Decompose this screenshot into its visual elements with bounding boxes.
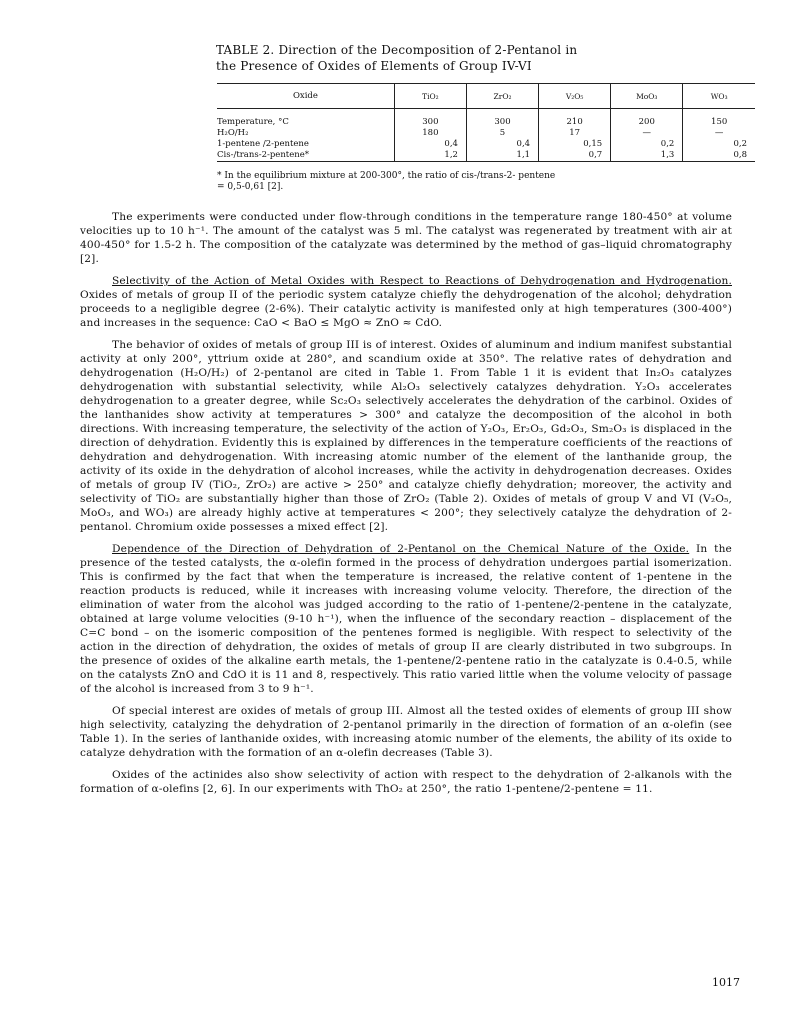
table-cell: 300 xyxy=(394,109,466,129)
table-cell: 200 xyxy=(611,109,683,129)
table-cell: 300 xyxy=(466,109,538,129)
table-cell: 180 xyxy=(394,128,466,139)
table-row xyxy=(217,139,755,150)
row-label: Temperature, °C xyxy=(217,117,289,127)
paragraph-group-iii: The behavior of oxides of metals of group III is of interest. Oxides of aluminum and indium manifest substantial activity at only 200°, yttrium oxide at 280°, and scandium oxide at 350°. The relative rates of dehydration and dehydrogenation (H₂O/H₂) of 2-pentanol are cited in Table 1. From Table 1 it is evident that In₂O₃ catalyzes dehydrogenation with substantial selectivity, while Al₂O₃ selectively catalyzes dehydration. Y₂O₃ accelerates dehydrogenation to a greater degree, while Sc₂O₃ selectively accelerates the dehydration of the carbinol. Oxides of the lanthanides show activity at temperatures > 300° and catalyze the decomposition of the alcohol in both directions. With increasing temperature, the selectivity of the action of Y₂O₃, Er₂O₃, Gd₂O₃, Sm₂O₃ is displaced in the direction of dehydration. Evidently this is explained by differences in the temperature coefficients of the reactions of dehydration and dehydrogenation. With increasing atomic number of the element of the lanthanide group, the activity of its oxide in the dehydration of alcohol increases, while the activity in dehydrogenation decreases. Oxides of metals of group IV (TiO₂, ZrO₂) are active > 250° and catalyze chiefly dehydration; moreover, the activity and selectivity of TiO₂ are substantially higher than those of ZrO₂ (Table 2). Oxides of metals of group V and VI (V₂O₅, MoO₃, and WO₃) are already highly active at temperatures < 200°; they selectively catalyze the dehydration of 2-pentanol. Chromium oxide possesses a mixed effect [2]. xyxy=(80,339,732,533)
table-cell: 0,8 xyxy=(683,150,755,162)
table-bottom-rule xyxy=(217,162,755,166)
row-label: Cis-/trans-2-pentene* xyxy=(217,150,310,160)
section-heading-dependence: Dependence of the Direction of Dehydration of 2-Pentanol on the Chemical Nature of the Oxide. xyxy=(112,543,690,555)
table-footnote-line-1: * In the equilibrium mixture at 200-300°, the ratio of cis-/trans-2- pentene xyxy=(217,171,556,181)
section-heading-selectivity: Selectivity of the Action of Metal Oxides with Respect to Reactions of Dehydrogenation and Hydrogenation. xyxy=(112,275,732,287)
table-header-row xyxy=(217,84,755,109)
body-text xyxy=(80,210,732,804)
table-cell: 210 xyxy=(539,109,611,129)
header-cell: ZrO₂ xyxy=(466,84,538,109)
table-cell: 5 xyxy=(466,128,538,139)
paragraph-actinides: Oxides of the actinides also show selectivity of action with respect to the dehydration of 2-alkanols with the formation of α-olefins [2, 6]. In our experiments with ThO₂ at 250°, the ratio 1-pentene/2-pentene = 11. xyxy=(80,769,732,795)
table-row xyxy=(217,150,755,162)
table-cell: 1,1 xyxy=(466,150,538,162)
paragraph-experiments: The experiments were conducted under flow-through conditions in the temperature range 180-450° at volume velocities up to 10 h⁻¹. The amount of the catalyst was 5 ml. The catalyst was regenerated by treatment with air at 400-450° for 1.5-2 h. The composition of the catalyzate was determined by the method of gas–liquid chromatography [2]. xyxy=(80,211,732,265)
table-cell: — xyxy=(683,128,755,139)
header-cell: TiO₂ xyxy=(394,84,466,109)
table-caption-line-1: TABLE 2. Direction of the Decomposition of 2-Pentanol in xyxy=(216,43,578,57)
table-cell: 0,4 xyxy=(466,139,538,150)
paragraph-group-iii-special: Of special interest are oxides of metals of group III. Almost all the tested oxides of elements of group III show high selectivity, catalyzing the dehydration of 2-pentanol primarily in the direction of formation of an α-olefin (see Table 1). In the series of lanthanide oxides, with increasing atomic number of the elements, the ability of its oxide to catalyze dehydration with the formation of an α-olefin decreases (Table 3). xyxy=(80,705,732,759)
table-cell: 1,3 xyxy=(611,150,683,162)
header-cell: WO₃ xyxy=(683,84,755,109)
table-cell: 0,7 xyxy=(539,150,611,162)
table-cell: 0,2 xyxy=(683,139,755,150)
table-cell: 17 xyxy=(539,128,611,139)
table-row xyxy=(217,109,755,129)
paragraph-selectivity xyxy=(80,274,732,330)
table-cell: 1,2 xyxy=(394,150,466,162)
header-cell: Oxide xyxy=(217,84,394,109)
table-footnote-line-2: = 0,5-0,61 [2]. xyxy=(217,182,284,192)
row-label: 1-pentene /2-pentene xyxy=(217,139,309,149)
page-number: 1017 xyxy=(712,976,740,989)
table-caption xyxy=(216,42,636,74)
table-cell: — xyxy=(611,128,683,139)
table-caption-line-2: the Presence of Oxides of Elements of Group IV-VI xyxy=(216,59,532,73)
row-label: H₂O/H₂ xyxy=(217,128,249,138)
table-cell: 0,2 xyxy=(611,139,683,150)
header-cell: MoO₃ xyxy=(611,84,683,109)
table-cell: 150 xyxy=(683,109,755,129)
table-footnote xyxy=(217,171,762,193)
table-cell: 0,15 xyxy=(539,139,611,150)
paragraph-dependence xyxy=(80,542,732,696)
header-cell: V₂O₅ xyxy=(539,84,611,109)
decomposition-table xyxy=(217,83,755,165)
paragraph-dependence-text: In the presence of the tested catalysts, the α-olefin formed in the process of dehydration undergoes partial isomerization. This is confirmed by the fact that when the temperature is increased, the relative content of 1-pentene in the reaction products is reduced, while it increases with increasing volume velocity. Therefore, the direction of the elimination of water from the alcohol was judged according to the ratio of 1-pentene/2-pentene in the catalyzate, obtained at large volume velocities (9-10 h⁻¹), when the influence of the secondary reaction – displacement of the C=C bond – on the isomeric composition of the pentenes formed is negligible. With respect to selectivity of the action in the direction of dehydration, the oxides of metals of group II are clearly distributed in two subgroups. In the presence of oxides of the alkaline earth metals, the 1-pentene/2-pentene ratio in the catalyzate is 0.4-0.5, while on the catalysts ZnO and CdO it is 11 and 8, respectively. This ratio varied little when the volume velocity of passage of the alcohol is increased from 3 to 9 h⁻¹. xyxy=(80,543,732,695)
table-cell: 0,4 xyxy=(394,139,466,150)
table-row xyxy=(217,128,755,139)
paragraph-selectivity-text: Oxides of metals of group II of the periodic system catalyze chiefly the dehydrogenation of the alcohol; dehydration proceeds to a negligible degree (2-6%). Their catalytic activity is manifested only at high temperatures (300-400°) and increases in the sequence: CaO < BaO ≤ MgO ≈ ZnO ≈ CdO. xyxy=(80,289,732,329)
